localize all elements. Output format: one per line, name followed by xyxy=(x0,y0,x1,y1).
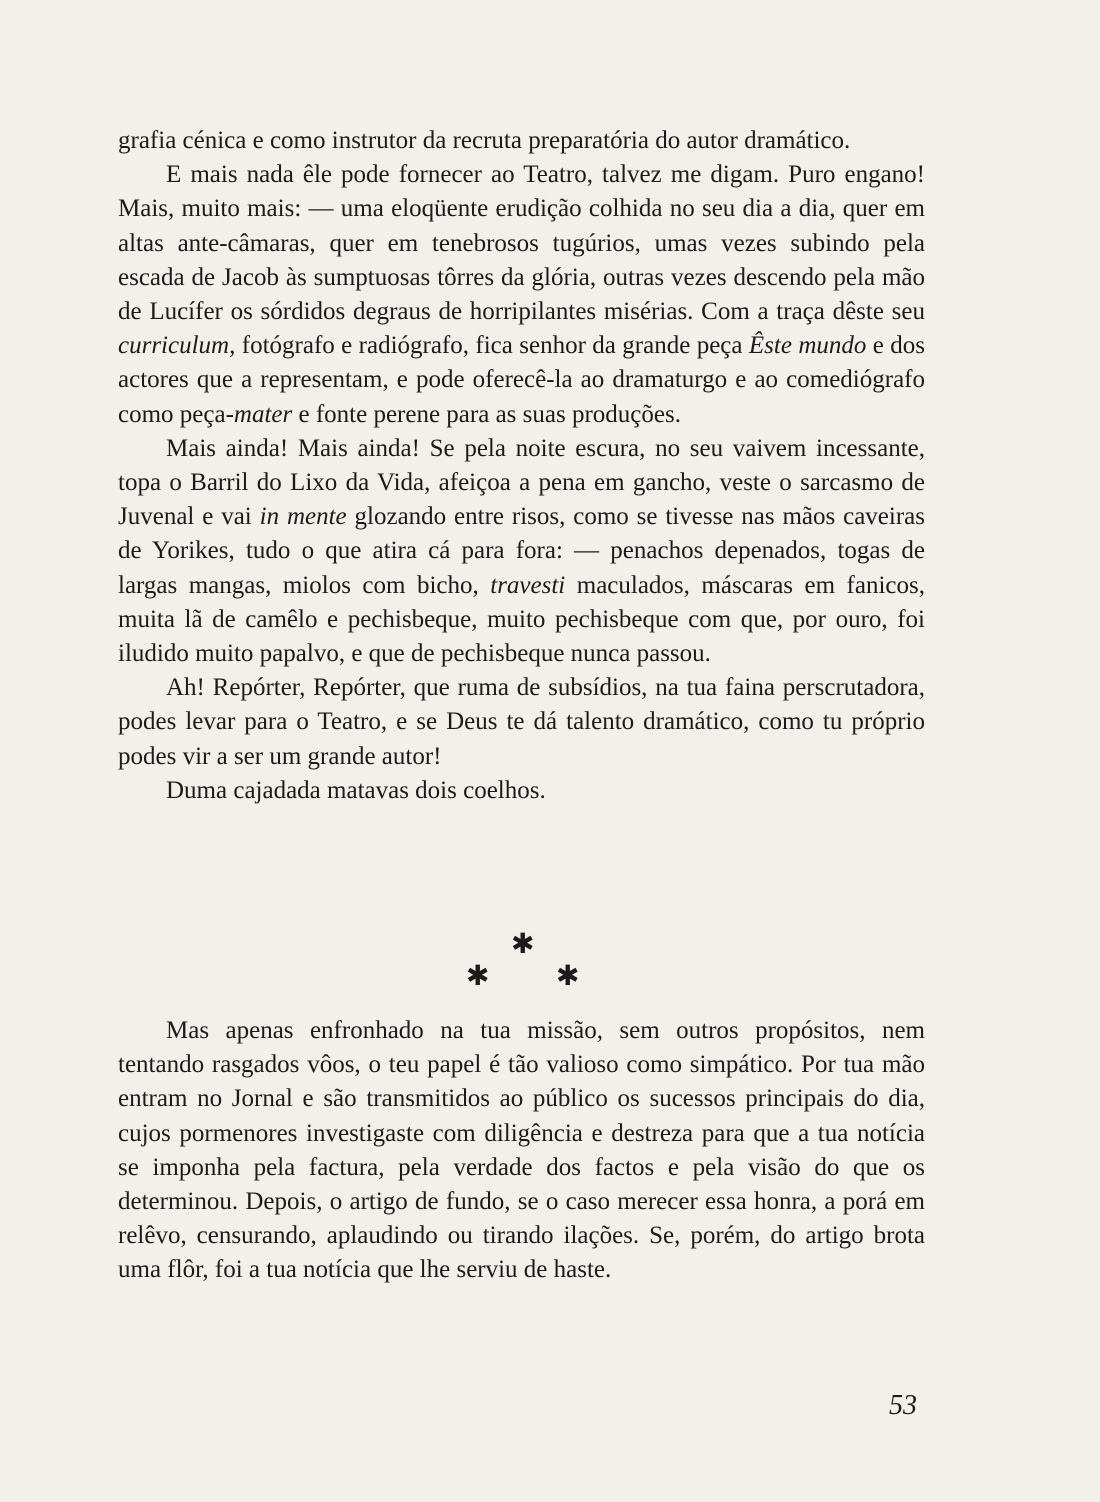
italic-phrase: Êste mundo xyxy=(748,332,867,360)
paragraph-mission: Mas apenas enfronhado na tua missão, sem outros propósitos, nem tentando rasgados vôos, o teu papel é tão valioso como simpático. Por tua mão entram no Jornal e são transmitidos ao público os sucessos principais do dia, cujos pormenores investigaste com diligência e destreza para que a tua notícia se imponha pela factura, pela verdade dos factos e pela visão do que os determinou. Depois, o artigo de fundo, se o caso merecer essa honra, a porá em relêvo, censurando, aplaudindo ou tirando ilações. Se, porém, do artigo brota uma flôr, foi a tua notícia que lhe serviu de haste. xyxy=(118,1017,925,1284)
paragraph-text: maculados, máscaras em fanicos, muita lã de camêlo e pechisbeque, muito pechisbeque com que, por ouro, foi iludido muito papalvo, e que de pechisbeque nunca passou. xyxy=(118,571,925,668)
asterisk-ornament-top: ✱ xyxy=(511,927,535,960)
paragraph-text: e dos actores que a representam, e pode oferecê-la ao dramaturgo e ao comediógrafo como peça- xyxy=(118,332,925,428)
italic-phrase: travesti xyxy=(490,571,566,599)
paragraph-continuation: grafia cénica e como instrutor da recruta preparatória do autor dramático. xyxy=(118,127,851,154)
italic-phrase: in mente xyxy=(259,503,347,531)
text-section-2 xyxy=(118,1014,925,1288)
paragraph-theatre xyxy=(118,158,925,432)
italic-phrase: curriculum, xyxy=(118,332,236,360)
paragraph-text: E mais nada êle pode fornecer ao Teatro, talvez me digam. Puro engano! Mais, muito mais: — uma eloqüente erudição colhida no seu dia a dia, quer em altas ante-câmaras, quer em tenebrosos tugúrios, umas vezes subindo pela escada de Jacob às sumptuosas tôrres da glória, outras vezes descendo pela mão de Lucífer os sórdidos degraus de horripilantes misérias. Com a traça dêste seu xyxy=(118,161,925,326)
paragraph-text: fotógrafo e radiógrafo, fica senhor da grande peça xyxy=(235,332,749,360)
italic-phrase: mater xyxy=(233,400,293,428)
paragraph-text: glozando entre risos, como se tivesse nas mãos caveiras de Yorikes, tudo o que atira cá para fora: — penachos depenados, togas de largas mangas, miolos com bicho, xyxy=(118,503,925,599)
paragraph-reporter: Ah! Repórter, Repórter, que ruma de subsídios, na tua faina perscrutadora, podes levar para o Teatro, e se Deus te dá talento dramático, como tu próprio podes vir a ser um grande autor! xyxy=(118,674,925,770)
paragraph-closing: Duma cajadada matavas dois coelhos. xyxy=(166,776,546,804)
paragraph-text: e fonte perene para as suas produções. xyxy=(292,400,681,428)
asterisk-ornament-right: ✱ xyxy=(556,959,580,992)
text-section-1 xyxy=(118,124,925,808)
page-number: 53 xyxy=(889,1390,917,1421)
paragraph-barrel xyxy=(118,432,925,671)
paragraph-text: Mais ainda! Mais ainda! Se pela noite escura, no seu vaivem incessante, topa o Barril do Lixo da Vida, afeiçoa a pena em gancho, veste o sarcasmo de Juvenal e vai xyxy=(118,434,925,531)
asterisk-ornament-left: ✱ xyxy=(466,959,490,992)
